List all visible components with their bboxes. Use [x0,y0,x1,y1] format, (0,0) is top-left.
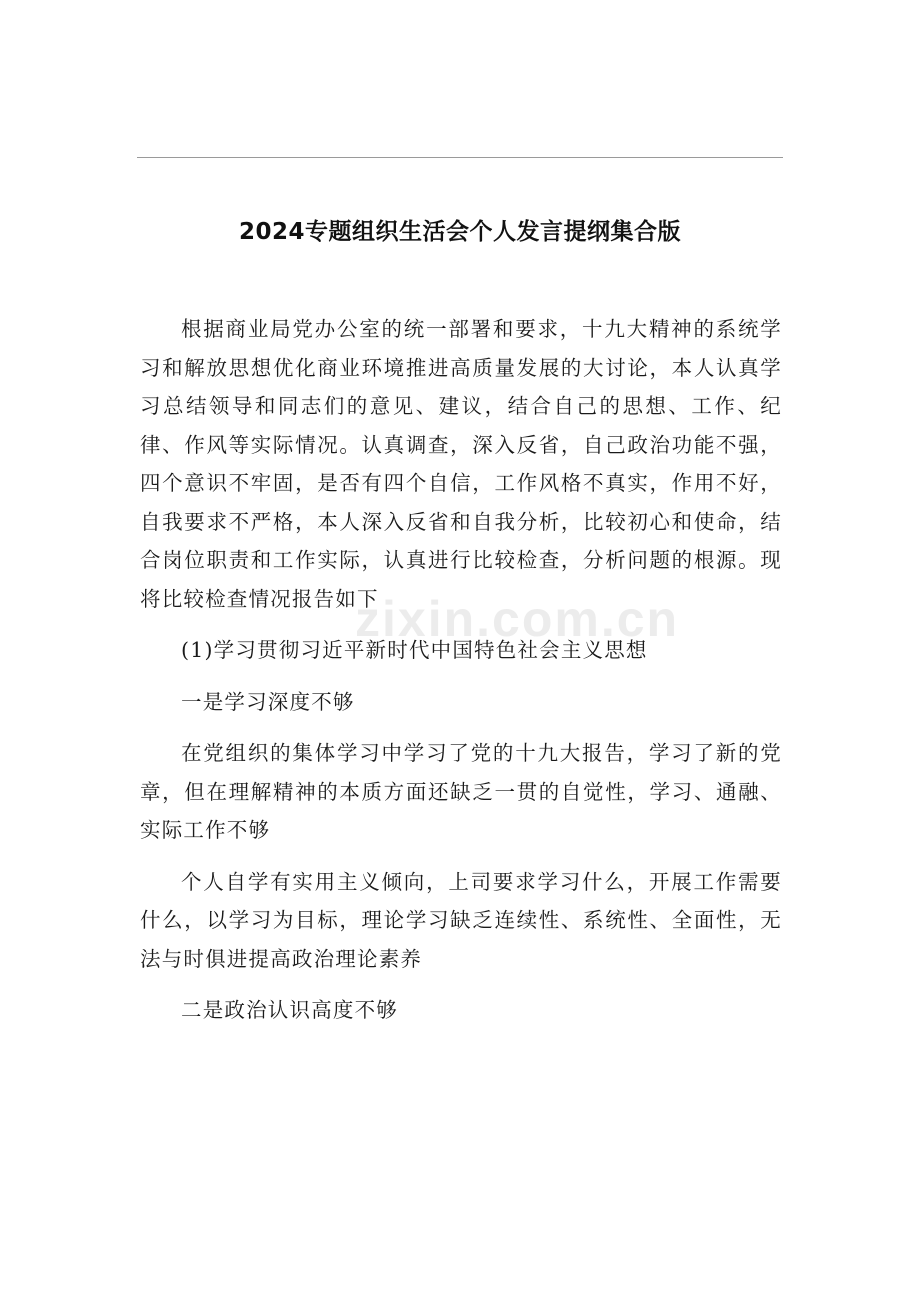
document-title: 2024专题组织生活会个人发言提纲集合版 [238,219,681,245]
intro-paragraph: 根据商业局党办公室的统一部署和要求，十九大精神的系统学习和解放思想优化商业环境推进高质量发展的大讨论，本人认真学习总结领导和同志们的意见、建议，结合自己的思想、工作、纪律、作风等实际情况。认真调查，深入反省，自己政治功能不强，四个意识不牢固，是否有四个自信，工作风格不真实，作用不好，自我要求不严格，本人深入反省和自我分析，比较初心和使命，结合岗位职责和工作实际，认真进行比较检查，分析问题的根源。现将比较检查情况报告如下 [140,317,782,611]
paragraph-collective-study: 在党组织的集体学习中学习了党的十九大报告，学习了新的党章，但在理解精神的本质方面还缺乏一贯的自觉性，学习、通融、实际工作不够 [140,741,782,842]
header-divider [137,157,783,158]
paragraph-self-study: 个人自学有实用主义倾向，上司要求学习什么，开展工作需要什么，以学习为目标，理论学习缺乏连续性、系统性、全面性，无法与时俱进提高政治理论素养 [140,869,782,971]
subheading-political-awareness: 二是政治认识高度不够 [181,998,398,1022]
section-heading-1: (1)学习贯彻习近平新时代中国特色社会主义思想 [181,638,648,662]
document-body [140,310,782,1043]
watermark-text: zixin.com.cn [355,591,680,647]
subheading-study-depth: 一是学习深度不够 [181,689,355,714]
